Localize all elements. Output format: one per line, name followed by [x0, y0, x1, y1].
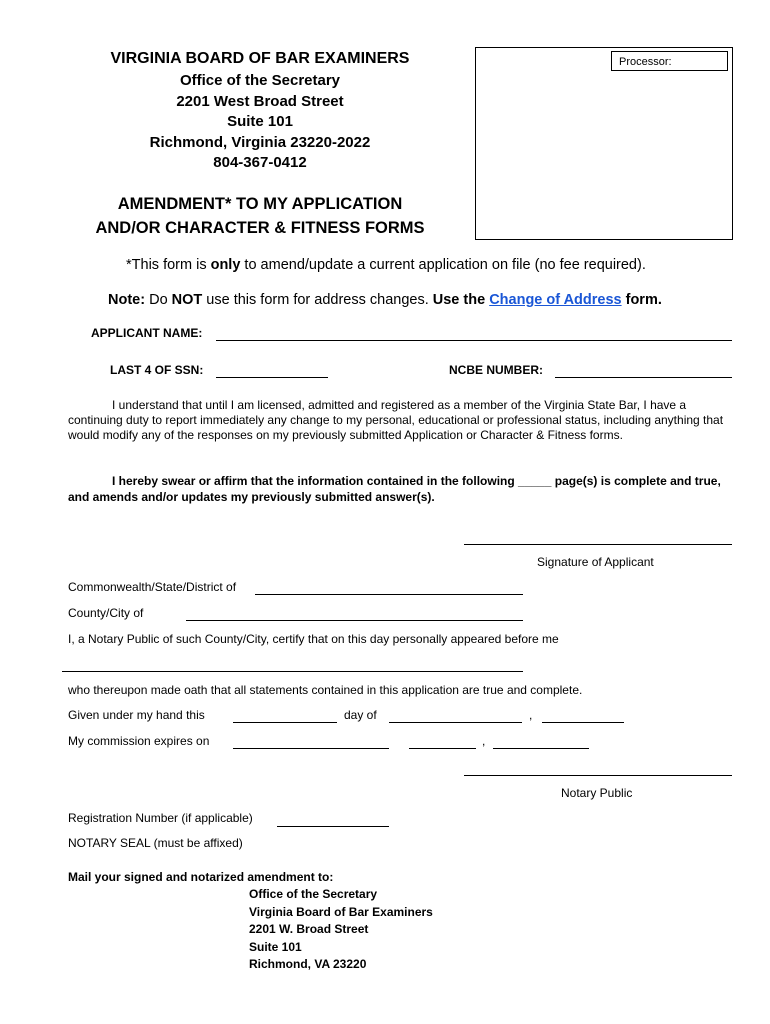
office-city: Richmond, Virginia 23220-2022 [149, 134, 371, 151]
commission-day-input[interactable] [409, 748, 476, 749]
processor-box [475, 47, 733, 240]
certify-text: I, a Notary Public of such County/City, certify that on this day personally appeared before me [68, 632, 559, 646]
mail-line-board: Virginia Board of Bar Examiners [249, 905, 433, 919]
appeared-name-input[interactable] [62, 671, 523, 672]
mail-line-office: Office of the Secretary [249, 887, 378, 901]
note-not: NOT [171, 292, 203, 308]
mail-line-street: 2201 W. Broad Street [249, 922, 369, 936]
given-label: Given under my hand this [68, 708, 205, 722]
office-phone: 804-367-0412 [213, 154, 307, 171]
commission-year-input[interactable] [493, 748, 589, 749]
ssn-label: LAST 4 OF SSN: [110, 363, 204, 377]
registration-label: Registration Number (if applicable) [68, 811, 253, 825]
ncbe-input[interactable] [555, 377, 732, 378]
note-use-the: Use the [432, 292, 490, 308]
commission-month-input[interactable] [233, 748, 389, 749]
office-suite: Suite 101 [227, 113, 293, 130]
swear-affirm-paragraph: I hereby swear or affirm that the information contained in the following _____ page(s) is complete and true, and amends and/or updates my previously submitted answer(s). [68, 474, 721, 504]
change-of-address-link[interactable]: Change of Address [489, 292, 622, 308]
applicant-signature-line[interactable] [464, 544, 732, 545]
note-do: Do [145, 292, 172, 308]
day-of-label: day of [344, 708, 377, 722]
note-mid: use this form for address changes. [202, 292, 433, 308]
notary-seal-label: NOTARY SEAL (must be affixed) [68, 836, 243, 850]
commission-comma: , [482, 734, 486, 748]
address-note [108, 292, 748, 308]
fee-notice-only: only [210, 257, 241, 273]
processor-field[interactable] [611, 51, 728, 71]
given-day-input[interactable] [233, 722, 337, 723]
commonwealth-input[interactable] [255, 594, 523, 595]
commonwealth-label: Commonwealth/State/District of [68, 580, 237, 594]
signature-label: Signature of Applicant [537, 555, 654, 569]
mail-heading: Mail your signed and notarized amendment to: [68, 870, 334, 884]
office-street: 2201 West Broad Street [176, 93, 344, 110]
continuing-duty-paragraph: I understand that until I am licensed, admitted and registered as a member of the Virginia State Bar, I have a continuing duty to report immediately any change to my personal, educational or professional status, including anything that would modify any of the responses on my previously submitted Application or Character & Fitness forms. [68, 398, 724, 442]
given-month-input[interactable] [389, 722, 522, 723]
given-comma: , [529, 708, 533, 722]
given-year-input[interactable] [542, 722, 624, 723]
ncbe-label: NCBE NUMBER: [449, 363, 543, 377]
registration-input[interactable] [277, 826, 389, 827]
note-form: form. [621, 292, 662, 308]
oath-text: who thereupon made oath that all statements contained in this application are true and complete. [68, 683, 583, 697]
board-name: VIRGINIA BOARD OF BAR EXAMINERS [110, 50, 410, 67]
mail-line-suite: Suite 101 [249, 940, 302, 954]
notary-public-label: Notary Public [561, 786, 633, 800]
form-title-line2: AND/OR CHARACTER & FITNESS FORMS [95, 219, 425, 237]
county-label: County/City of [68, 606, 144, 620]
fee-notice [126, 257, 746, 273]
applicant-name-input[interactable] [216, 340, 732, 341]
fee-notice-post: to amend/update a current application on file (no fee required). [240, 257, 646, 273]
county-input[interactable] [186, 620, 523, 621]
ssn-input[interactable] [216, 377, 328, 378]
applicant-name-label: APPLICANT NAME: [91, 326, 203, 340]
office-name: Office of the Secretary [179, 72, 341, 89]
notary-signature-line[interactable] [464, 775, 732, 776]
processor-label: Processor: [619, 56, 672, 68]
note-label: Note: [108, 292, 146, 308]
mail-line-city: Richmond, VA 23220 [249, 957, 367, 971]
form-title-line1: AMENDMENT* TO MY APPLICATION [117, 195, 403, 213]
commission-label: My commission expires on [68, 734, 210, 748]
fee-notice-pre: *This form is [126, 257, 211, 273]
